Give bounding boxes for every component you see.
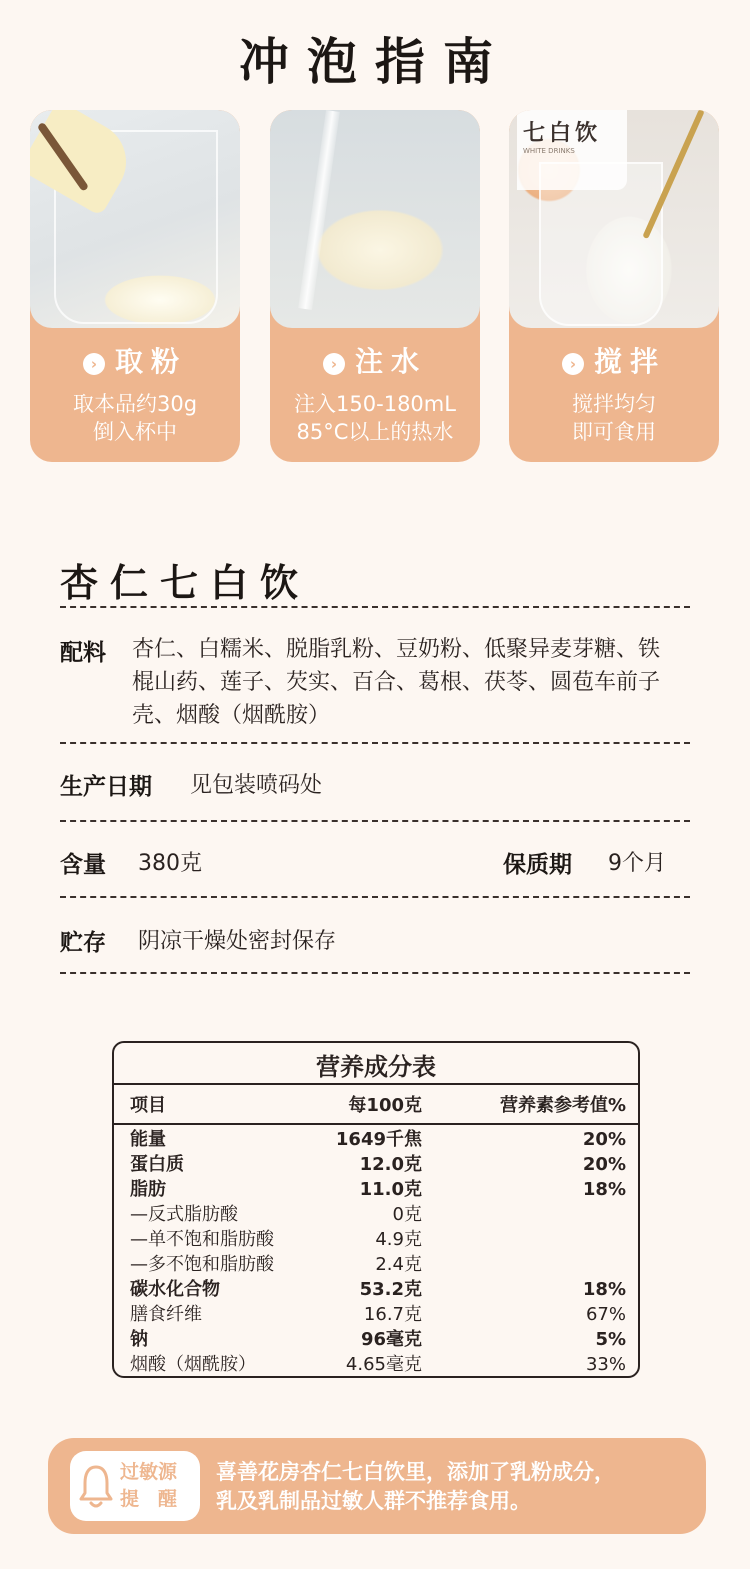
step-description: [30, 390, 240, 446]
step-heading: [270, 340, 480, 380]
table-rule: [114, 1123, 638, 1125]
nutrition-row: [114, 1352, 638, 1377]
badge-line: 过敏源: [120, 1461, 178, 1483]
nutrition-row: [114, 1227, 638, 1252]
nutrition-amount: 53.2克: [359, 1279, 422, 1300]
allergy-notice: [48, 1438, 706, 1534]
step-line: 搅拌均匀: [572, 392, 656, 416]
step-line: 注入150-180mL: [294, 392, 456, 416]
step-description: [509, 390, 719, 446]
allergy-badge: [70, 1451, 200, 1521]
header-nrv: 营养素参考值%: [499, 1095, 626, 1116]
nutrition-row: [114, 1327, 638, 1352]
nutrition-row: [114, 1152, 638, 1177]
nutrition-amount: 16.7克: [363, 1304, 422, 1325]
step-heading: [30, 340, 240, 380]
step-name: 搅拌: [593, 345, 666, 378]
arrow-right-icon: ›: [562, 353, 584, 375]
header-item: 项目: [130, 1095, 166, 1116]
nutrition-amount: 4.9克: [375, 1229, 422, 1250]
dashed-divider: [60, 972, 690, 974]
nutrition-row: [114, 1202, 638, 1227]
production-date-value: 见包装喷码处: [190, 773, 323, 798]
nutrition-nrv: 20%: [582, 1129, 626, 1150]
package-sublabel: WHITE DRINKS: [523, 147, 575, 155]
nutrition-item: 烟酸（烟酰胺）: [130, 1354, 256, 1375]
nutrition-item: —反式脂肪酸: [130, 1204, 238, 1225]
ingredients-label: 配料: [60, 640, 106, 666]
shelf-life-value: 9个月: [608, 851, 666, 876]
step-description: [270, 390, 480, 446]
product-name: 杏仁七白饮: [60, 560, 311, 605]
dashed-divider: [60, 606, 690, 608]
step-card-add-water: [270, 110, 480, 462]
nutrition-item: —单不饱和脂肪酸: [130, 1229, 274, 1250]
nutrition-rows: [114, 1127, 638, 1377]
allergy-badge-label: [120, 1459, 177, 1513]
nutrition-amount: 2.4克: [375, 1254, 422, 1275]
step-line: 85°C以上的热水: [296, 420, 454, 444]
dashed-divider: [60, 820, 690, 822]
water-stream: [298, 110, 340, 310]
guide-title: 冲泡指南: [239, 32, 511, 91]
step-line: 倒入杯中: [93, 420, 177, 444]
nutrition-item: 膳食纤维: [130, 1304, 202, 1325]
step-name: 取粉: [114, 345, 187, 378]
arrow-right-icon: ›: [83, 353, 105, 375]
step-heading: [509, 340, 719, 380]
dashed-divider: [60, 742, 690, 744]
ingredients-value: [132, 633, 692, 732]
nutrition-item: —多不饱和脂肪酸: [130, 1254, 274, 1275]
nutrition-amount: 4.65毫克: [345, 1354, 422, 1375]
step-card-take-powder: [30, 110, 240, 462]
milk-glass: [539, 162, 663, 326]
step-name: 注水: [354, 345, 427, 378]
allergy-line: 乳及乳制品过敏人群不推荐食用。: [216, 1489, 531, 1513]
nutrition-nrv: 18%: [582, 1179, 626, 1200]
nutrition-nrv: 20%: [582, 1154, 626, 1175]
storage-value: 阴凉干燥处密封保存: [138, 929, 337, 954]
nutrition-row: [114, 1302, 638, 1327]
nutrition-nrv: 5%: [595, 1329, 626, 1350]
storage-label: 贮存: [60, 930, 106, 956]
nutrition-nrv: 18%: [582, 1279, 626, 1300]
content-value: 380克: [138, 851, 202, 876]
table-rule: [114, 1083, 638, 1085]
arrow-right-icon: ›: [323, 353, 345, 375]
step-photo-scoop: [30, 110, 240, 328]
nutrition-nrv: 67%: [585, 1304, 626, 1325]
content-label: 含量: [60, 852, 106, 878]
nutrition-amount: 11.0克: [359, 1179, 422, 1200]
nutrition-item: 钠: [130, 1329, 148, 1350]
package-label: 七白饮: [523, 120, 602, 146]
bell-icon: [78, 1463, 114, 1509]
production-date-label: 生产日期: [60, 774, 152, 800]
allergy-line: 喜善花房杏仁七白饮里，添加了乳粉成分，: [216, 1460, 615, 1484]
ingredients-line: 棍山药、莲子、芡实、百合、葛根、茯苓、圆苞车前子: [132, 670, 661, 695]
nutrition-row: [114, 1277, 638, 1302]
step-card-stir: [509, 110, 719, 462]
nutrition-row: [114, 1252, 638, 1277]
nutrition-amount: 12.0克: [359, 1154, 422, 1175]
nutrition-item: 脂肪: [130, 1179, 166, 1200]
nutrition-title: 营养成分表: [316, 1053, 436, 1081]
nutrition-nrv: 33%: [585, 1354, 626, 1375]
allergy-text: [216, 1458, 615, 1516]
nutrition-amount: 1649千焦: [335, 1129, 422, 1150]
nutrition-table: [112, 1041, 640, 1378]
nutrition-amount: 96毫克: [360, 1329, 422, 1350]
badge-line: 提 醒: [120, 1488, 178, 1510]
nutrition-item: 碳水化合物: [130, 1279, 220, 1300]
shelf-life-label: 保质期: [503, 852, 572, 878]
dashed-divider: [60, 896, 690, 898]
step-photo-stir: [509, 110, 719, 328]
nutrition-amount: 0克: [392, 1204, 422, 1225]
ingredients-line: 壳、烟酸（烟酰胺）: [132, 703, 331, 728]
step-line: 取本品约30g: [72, 392, 198, 416]
nutrition-item: 能量: [130, 1129, 166, 1150]
nutrition-row: [114, 1127, 638, 1152]
nutrition-row: [114, 1177, 638, 1202]
nutrition-item: 蛋白质: [130, 1154, 184, 1175]
step-line: 即可食用: [572, 420, 656, 444]
header-per100g: 每100克: [348, 1095, 422, 1116]
ingredients-line: 杏仁、白糯米、脱脂乳粉、豆奶粉、低聚异麦芽糖、铁: [132, 637, 661, 662]
step-photo-pour: [270, 110, 480, 328]
